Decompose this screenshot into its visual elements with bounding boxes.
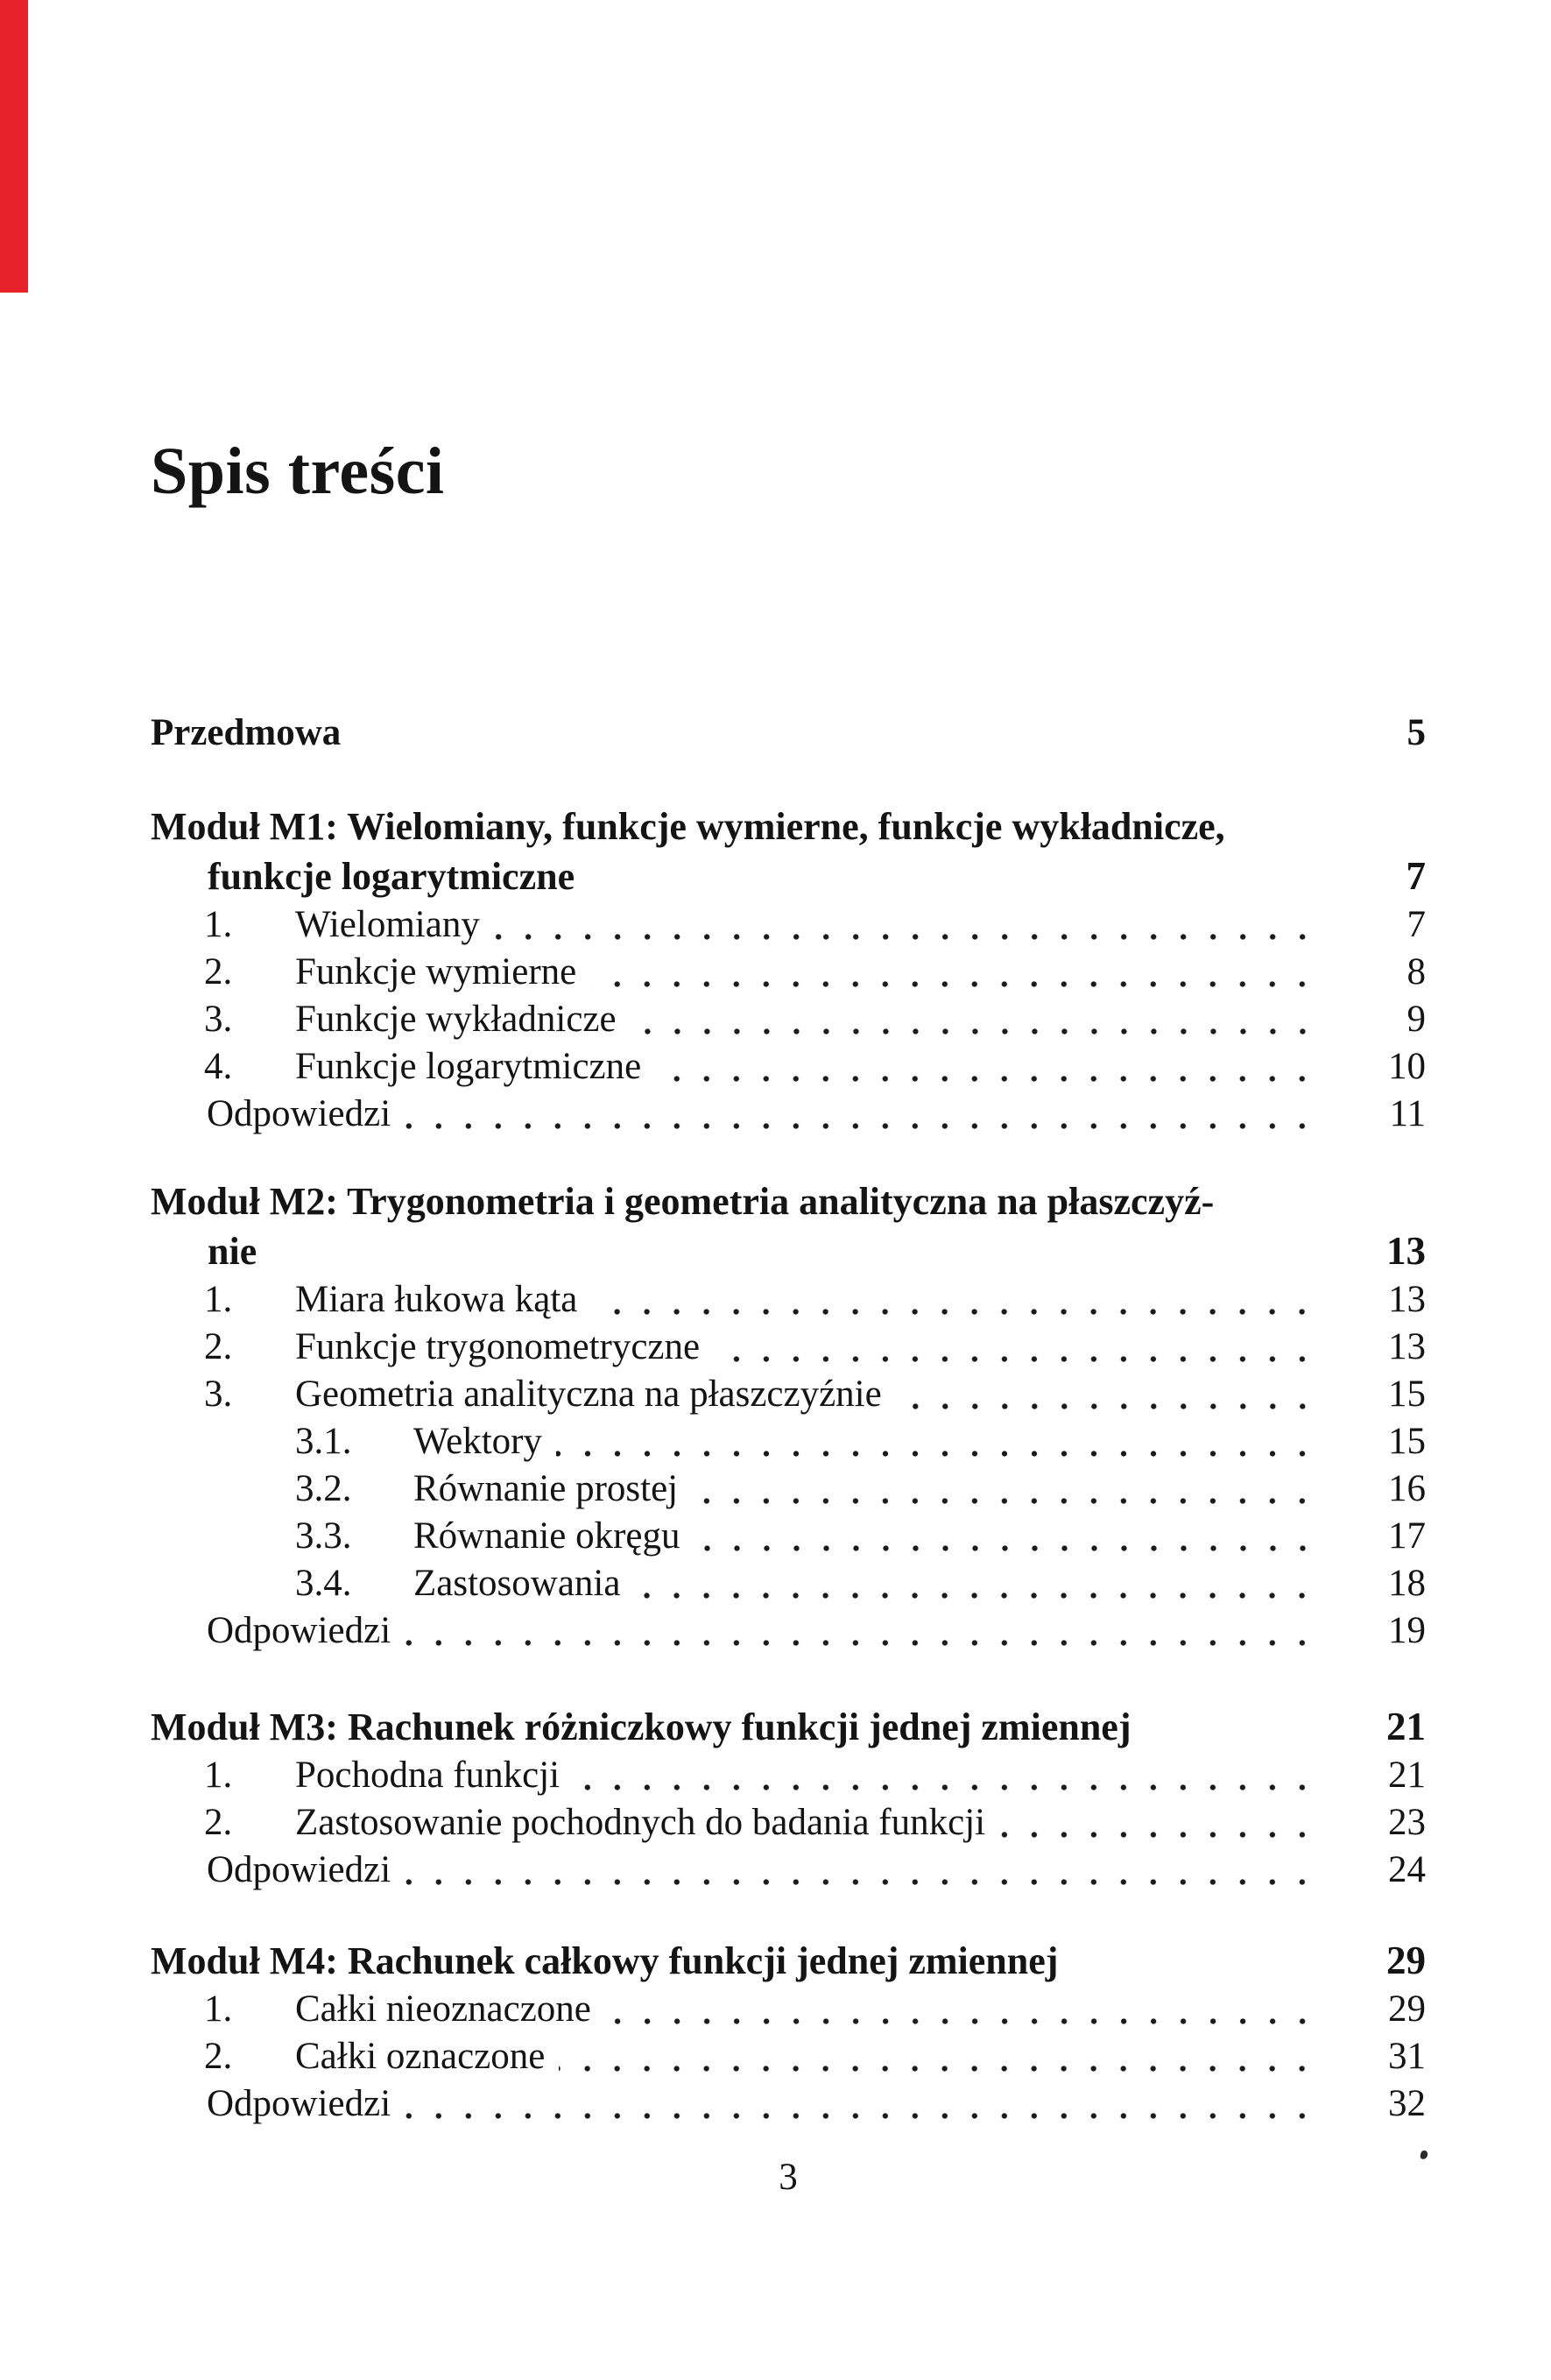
module-heading-m4 <box>151 1936 1426 1986</box>
dot-leader <box>692 1465 1317 1513</box>
dot-leader <box>556 1418 1317 1465</box>
entry-page: 11 <box>1389 1093 1426 1134</box>
toc-entry <box>151 1276 1426 1324</box>
entry-number: 2. <box>204 1326 233 1367</box>
entry-page: 7 <box>1406 904 1426 945</box>
toc-entry-answers <box>151 2080 1426 2128</box>
heading-line: funkcje logarytmiczne <box>208 855 575 898</box>
heading-line: nie <box>208 1230 257 1273</box>
entry-number: 3.1. <box>295 1421 352 1462</box>
entry-number: 3.3. <box>295 1515 352 1557</box>
dot-leader <box>605 1986 1317 2033</box>
module-page: 7 <box>1406 854 1426 898</box>
toc-entry-answers <box>151 1847 1426 1894</box>
entry-number: 1. <box>204 904 233 945</box>
module-page: 13 <box>1386 1229 1426 1273</box>
toc-subentry <box>151 1418 1426 1465</box>
toc-subentry <box>151 1560 1426 1607</box>
entry-label: Odpowiedzi <box>207 1610 391 1651</box>
entry-number: 3.4. <box>295 1563 352 1604</box>
heading-line: Moduł M3: Rachunek różniczkowy funkcji jednej zmiennej <box>151 1706 1132 1748</box>
entry-label: Zastosowania <box>413 1563 621 1604</box>
heading-line: Moduł M1: Wielomiany, funkcje wymierne, funkcje wykładnicze, <box>151 805 1225 848</box>
dot-leader <box>405 1091 1317 1138</box>
entry-number: 3. <box>204 1374 233 1415</box>
entry-page: 29 <box>1388 1988 1426 2030</box>
entry-label: Odpowiedzi <box>207 1849 391 1890</box>
module-heading-m3 <box>151 1702 1426 1752</box>
entry-page: 32 <box>1388 2083 1426 2124</box>
red-edge-strip-artifact <box>0 0 28 293</box>
entry-number: 3.2. <box>295 1468 352 1509</box>
toc-entry <box>151 1799 1426 1847</box>
toc-entry <box>151 1324 1426 1371</box>
footer-page-number: 3 <box>779 2157 798 2198</box>
entry-number: 1. <box>204 1755 233 1796</box>
entry-label: Równanie prostej <box>413 1468 679 1509</box>
entry-number: 2. <box>204 951 233 992</box>
toc-entry <box>151 996 1426 1043</box>
entry-page: 13 <box>1388 1326 1426 1367</box>
dot-leader <box>896 1371 1317 1418</box>
entry-page: 17 <box>1388 1515 1426 1557</box>
entry-page: 16 <box>1388 1468 1426 1509</box>
entry-page: 24 <box>1388 1849 1426 1890</box>
toc-subentry <box>151 1465 1426 1513</box>
entry-page: 21 <box>1388 1755 1426 1796</box>
entry-page: 8 <box>1406 951 1426 992</box>
entry-label: Odpowiedzi <box>207 2083 391 2124</box>
module-heading-text <box>151 802 1352 901</box>
heading-line: Moduł M4: Rachunek całkowy funkcji jednej zmiennej <box>151 1939 1059 1982</box>
entry-label: Miara łukowa kąta <box>295 1279 578 1320</box>
dot-leader <box>590 949 1317 996</box>
dot-leader <box>559 2033 1317 2080</box>
entry-label: Funkcje logarytmiczne <box>295 1046 642 1087</box>
entry-label: Wektory <box>413 1421 542 1462</box>
dot-leader <box>631 996 1317 1043</box>
entry-number: 2. <box>204 2036 233 2077</box>
toc-entry <box>151 949 1426 996</box>
entry-page: 15 <box>1388 1421 1426 1462</box>
entry-label: Odpowiedzi <box>207 1093 391 1134</box>
toc-entry <box>151 1043 1426 1091</box>
entry-page: 18 <box>1388 1563 1426 1604</box>
dot-leader <box>999 1799 1317 1847</box>
toc-entry <box>151 1752 1426 1799</box>
module-heading-text <box>151 1176 1352 1276</box>
entry-label: Funkcje wymierne <box>295 951 577 992</box>
page-title: Spis treści <box>151 434 445 508</box>
entry-label: Zastosowanie pochodnych do badania funkcji <box>295 1802 986 1843</box>
toc-entry-preface <box>151 710 1426 757</box>
spacer <box>355 710 1317 757</box>
entry-label: Funkcje trygonometryczne <box>295 1326 701 1367</box>
module-heading-m2 <box>151 1176 1426 1276</box>
dot-leader <box>574 1752 1317 1799</box>
dot-leader <box>591 1276 1317 1324</box>
entry-page: 10 <box>1388 1046 1426 1087</box>
dot-leader <box>655 1043 1317 1091</box>
toc-content <box>151 0 1426 2201</box>
entry-page: 13 <box>1388 1279 1426 1320</box>
dot-leader <box>405 2080 1317 2128</box>
toc-subentry <box>151 1513 1426 1560</box>
dot-leader <box>405 1607 1317 1655</box>
dot-leader <box>714 1324 1317 1371</box>
entry-label: Równanie okręgu <box>413 1515 680 1557</box>
dot-leader <box>634 1560 1317 1607</box>
module-page: 29 <box>1386 1939 1426 1982</box>
entry-page: 31 <box>1388 2036 1426 2077</box>
entry-page: 19 <box>1388 1610 1426 1651</box>
toc-entry <box>151 2033 1426 2080</box>
entry-number: 1. <box>204 1988 233 2030</box>
dot-leader <box>694 1513 1317 1560</box>
toc-entry-answers <box>151 1607 1426 1655</box>
entry-label: Geometria analityczna na płaszczyźnie <box>295 1374 882 1415</box>
toc-entry <box>151 1371 1426 1418</box>
entry-label: Przedmowa <box>151 712 342 753</box>
module-heading-m1 <box>151 802 1426 901</box>
entry-label: Pochodna funkcji <box>295 1755 560 1796</box>
entry-label: Funkcje wykładnicze <box>295 999 617 1040</box>
entry-page: 5 <box>1406 712 1426 753</box>
toc-entry-answers <box>151 1091 1426 1138</box>
entry-number: 2. <box>204 1802 233 1843</box>
entry-label: Całki oznaczone <box>295 2036 546 2077</box>
toc-entry <box>151 1986 1426 2033</box>
toc-entry <box>151 901 1426 949</box>
entry-label: Całki nieoznaczone <box>295 1988 591 2030</box>
dot-leader <box>405 1847 1317 1894</box>
entry-number: 1. <box>204 1279 233 1320</box>
entry-number: 4. <box>204 1046 233 1087</box>
entry-number: 3. <box>204 999 233 1040</box>
dot-leader <box>494 901 1317 949</box>
module-page: 21 <box>1386 1705 1426 1748</box>
module-heading-text <box>151 1702 1352 1752</box>
heading-line: Moduł M2: Trygonometria i geometria analityczna na płaszczyź- <box>151 1180 1215 1223</box>
entry-page: 23 <box>1388 1802 1426 1843</box>
scan-speck-artifact <box>1420 2150 1428 2159</box>
entry-label: Wielomiany <box>295 904 480 945</box>
module-heading-text <box>151 1936 1352 1986</box>
entry-page: 9 <box>1406 999 1426 1040</box>
entry-page: 15 <box>1388 1374 1426 1415</box>
